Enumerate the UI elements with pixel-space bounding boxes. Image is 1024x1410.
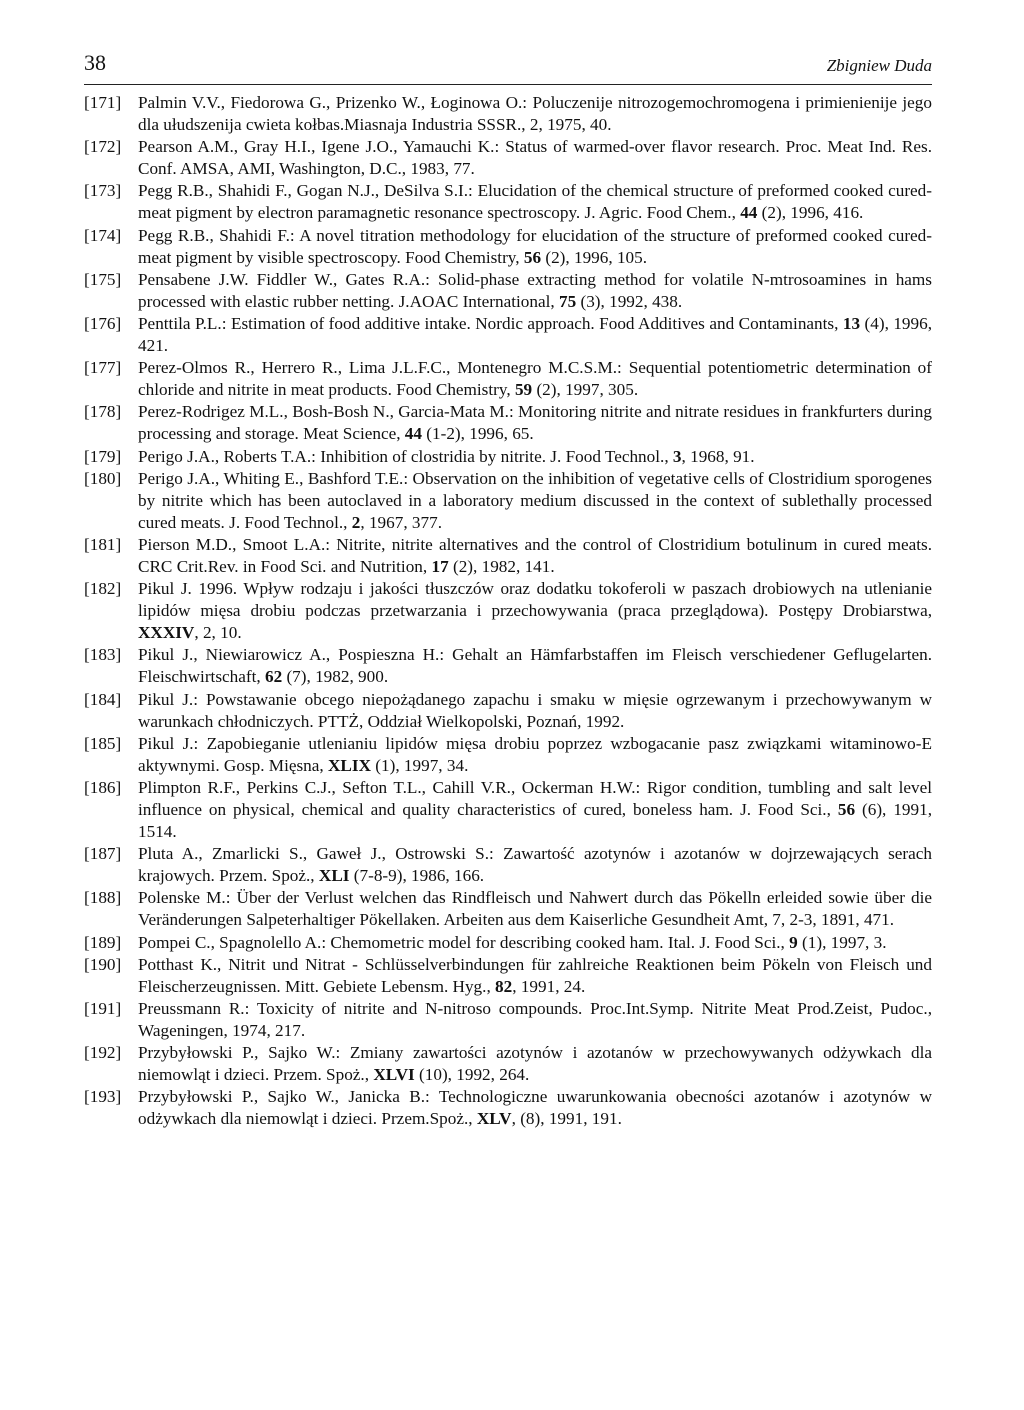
reference-entry: [84, 225, 932, 269]
citation-text: Preussmann R.: Toxicity of nitrite and N-nitroso compounds. Proc.Int.Symp. Nitrite Meat Prod.Zeist, Pudoc., Wageningen, 1974, 217.: [138, 998, 932, 1040]
reference-number: [172]: [84, 137, 122, 157]
reference-entry: [84, 446, 932, 468]
reference-number: [178]: [84, 402, 122, 422]
reference-text: [138, 689, 932, 733]
reference-entry: [84, 534, 932, 578]
citation-text: Perez-Olmos R., Herrero R., Lima J.L.F.C., Montenegro M.C.S.M.: Sequential potentiometric determination of chloride and nitrite in meat products. Food Chemistry,: [138, 358, 932, 400]
reference-entry: [84, 136, 932, 180]
reference-text: [138, 136, 932, 180]
volume-number: 59: [514, 380, 533, 400]
citation-text: Potthast K., Nitrit und Nitrat - Schlüsselverbindungen für zahlreiche Reaktionen beim Pökeln von Fleisch und Fleischerzeugnissen. Mitt. Gebiete Lebensm. Hyg.,: [138, 954, 932, 996]
reference-text: [138, 733, 932, 777]
reference-text: [138, 1086, 932, 1130]
citation-text: (2), 1996, 416.: [757, 203, 864, 223]
reference-text: [138, 843, 932, 887]
citation-text: (4), 1996, 421.: [138, 313, 933, 356]
citation-text: Perigo J.A., Whiting E., Bashford T.E.: Observation on the inhibition of vegetative cells of Clostridium sporogenes by nitrite which has been autoclaved in a laboratory medium discussed in the context of sublethally processed cured meats. J. Food Technol.,: [138, 468, 932, 532]
reference-entry: [84, 644, 932, 688]
reference-text: [138, 954, 932, 998]
volume-number: 56: [523, 247, 542, 267]
citation-text: (10), 1992, 264.: [414, 1065, 530, 1085]
reference-number: [187]: [84, 844, 122, 864]
reference-entry: [84, 843, 932, 887]
reference-number: [175]: [84, 269, 122, 289]
citation-text: , 1968, 91.: [681, 446, 755, 466]
citation-text: Pearson A.M., Gray H.I., Igene J.O., Yamauchi K.: Status of warmed-over flavor research. Proc. Meat Ind. Res. Conf. AMSA, AMI, Washington, D.C., 1983, 77.: [138, 137, 932, 179]
reference-text: [138, 269, 932, 313]
citation-text: (2), 1996, 105.: [541, 247, 648, 267]
citation-text: Pegg R.B., Shahidi F., Gogan N.J., DeSilva S.I.: Elucidation of the chemical structure of preformed cooked cured-meat pigment by electron paramagnetic resonance spectroscopy. J. Agric. Food Chem.,: [138, 181, 932, 223]
reference-entry: [84, 1042, 932, 1086]
reference-number: [189]: [84, 932, 122, 952]
reference-text: [138, 313, 932, 357]
volume-number: 44: [404, 424, 422, 444]
reference-number: [182]: [84, 579, 122, 599]
reference-number: [192]: [84, 1043, 122, 1063]
reference-number: [181]: [84, 534, 122, 554]
reference-entry: [84, 269, 932, 313]
reference-number: [183]: [84, 645, 122, 665]
citation-text: (1), 1997, 34.: [371, 755, 469, 775]
citation-text: Perez-Rodrigez M.L., Bosh-Bosh N., Garcia-Mata M.: Monitoring nitrite and nitrate residues in frankfurters during processing and storage. Meat Science,: [138, 402, 932, 444]
citation-text: (3), 1992, 438.: [576, 291, 683, 311]
running-head: Zbigniew Duda: [826, 56, 932, 75]
reference-number: [171]: [84, 93, 122, 112]
citation-text: (2), 1982, 141.: [448, 556, 555, 576]
reference-number: [179]: [84, 446, 122, 466]
reference-number: [186]: [84, 777, 122, 797]
citation-text: Pikul J., Niewiarowicz A., Pospieszna H.: Gehalt an Hämfarbstaffen im Fleisch verschiedener Geflugelarten. Fleischwirtschaft,: [138, 645, 932, 687]
reference-number: [173]: [84, 181, 122, 201]
citation-text: Pikul J. 1996. Wpływ rodzaju i jakości tłuszczów oraz dodatku tokoferoli w paszach drobiowych na utlenianie lipidów mięsa drobiu podczas przetwarzania i przechowywania (praca przeglądowa). Postępy Drobiarstwa,: [138, 579, 932, 621]
volume-number: 82: [495, 976, 513, 996]
reference-text: [138, 180, 932, 224]
volume-number: XLI: [318, 866, 350, 886]
citation-text: Przybyłowski P., Sajko W., Janicka B.: Technologiczne uwarunkowania obecności azotanów i azotynów w odżywkach dla niemowląt i dzieci. Przem.Spoż.,: [138, 1087, 932, 1129]
citation-text: Pegg R.B., Shahidi F.: A novel titration methodology for elucidation of the structure of preformed cooked cured-meat pigment by visible spectroscopy. Food Chemistry,: [138, 225, 932, 267]
reference-text: [138, 777, 932, 843]
reference-entry: [84, 92, 932, 136]
citation-text: , 1967, 377.: [360, 512, 442, 532]
citation-text: Pluta A., Zmarlicki S., Gaweł J., Ostrowski S.: Zawartość azotynów i azotanów w dojrzewających serach krajowych. Przem. Spoż.,: [138, 844, 932, 886]
citation-text: (1), 1997, 3.: [797, 932, 887, 952]
reference-entry: [84, 401, 932, 445]
reference-text: [138, 468, 932, 534]
citation-text: , 1991, 24.: [512, 976, 586, 996]
reference-text: [138, 534, 932, 578]
citation-text: Perigo J.A., Roberts T.A.: Inhibition of clostridia by nitrite. J. Food Technol.,: [138, 446, 673, 466]
citation-text: Pompei C., Spagnolello A.: Chemometric model for describing cooked ham. Ital. J. Food Sci.,: [138, 932, 790, 952]
reference-entry: [84, 777, 932, 843]
citation-text: Plimpton R.F., Perkins C.J., Sefton T.L., Cahill V.R., Ockerman H.W.: Rigor condition, tumbling and salt level influence on physical, chemical and quality characteristics of cured, boneless ham. J. Food Sci.,: [138, 777, 932, 819]
volume-number: XLVI: [373, 1065, 415, 1085]
reference-number: [176]: [84, 313, 122, 333]
reference-text: [138, 998, 932, 1042]
reference-entry: [84, 733, 932, 777]
reference-entry: [84, 998, 932, 1042]
volume-number: 62: [264, 667, 283, 687]
reference-text: [138, 578, 932, 644]
citation-text: Pierson M.D., Smoot L.A.: Nitrite, nitrite alternatives and the control of Clostridium botulinum in cured meats. CRC Crit.Rev. in Food Sci. and Nutrition,: [138, 534, 932, 576]
citation-text: , 2, 10.: [194, 623, 242, 643]
reference-text: [138, 92, 932, 136]
reference-entry: [84, 313, 932, 357]
reference-text: [138, 932, 932, 954]
reference-number: [184]: [84, 689, 122, 709]
citation-text: Palmin V.V., Fiedorowa G., Prizenko W., Łoginowa O.: Poluczenije nitrozogemochromogena i primienienije jego dla ułudszenija cwieta kołbas.Miasnaja Industria SSSR., 2, 1975, 40.: [138, 93, 932, 135]
citation-text: Penttila P.L.: Estimation of food additive intake. Nordic approach. Food Additives and Contaminants,: [138, 313, 843, 333]
citation-text: (1-2), 1996, 65.: [421, 424, 534, 444]
reference-list: [84, 92, 932, 1130]
reference-entry: [84, 954, 932, 998]
reference-text: [138, 401, 932, 445]
citation-text: (7), 1982, 900.: [282, 667, 389, 687]
reference-text: [138, 1042, 932, 1086]
citation-text: (6), 1991, 1514.: [138, 800, 932, 842]
reference-number: [188]: [84, 888, 122, 908]
volume-number: 17: [431, 556, 449, 576]
reference-text: [138, 644, 932, 688]
reference-entry: [84, 1086, 932, 1130]
reference-number: [180]: [84, 468, 122, 488]
reference-text: [138, 887, 932, 931]
volume-number: 2: [351, 512, 361, 532]
volume-number: 9: [789, 932, 798, 952]
page-number: 38: [84, 50, 106, 75]
reference-entry: [84, 357, 932, 401]
reference-text: [138, 446, 932, 468]
volume-number: XLV: [476, 1109, 512, 1129]
reference-entry: [84, 468, 932, 534]
reference-entry: [84, 689, 932, 733]
reference-number: [191]: [84, 998, 122, 1018]
volume-number: XLIX: [328, 755, 371, 775]
reference-number: [185]: [84, 733, 122, 753]
citation-text: , (8), 1991, 191.: [511, 1109, 622, 1129]
citation-text: Przybyłowski P., Sajko W.: Zmiany zawartości azotynów i azotanów w przechowywanych odżywkach dla niemowląt i dzieci. Przem. Spoż.,: [138, 1043, 932, 1085]
page-header: [84, 50, 932, 85]
citation-text: Pensabene J.W. Fiddler W., Gates R.A.: Solid-phase extracting method for volatile N-mtrosoamines in hams processed with elastic rubber netting. J.AOAC International,: [138, 269, 932, 311]
reference-number: [174]: [84, 225, 122, 245]
citation-text: (2), 1997, 305.: [532, 380, 639, 400]
citation-text: Pikul J.: Powstawanie obcego niepożądanego zapachu i smaku w mięsie ogrzewanym i przechowywanym w warunkach chłodniczych. PTTŻ, Oddział Wielkopolski, Poznań, 1992.: [138, 689, 932, 731]
reference-text: [138, 225, 932, 269]
reference-entry: [84, 932, 932, 954]
citation-text: (7-8-9), 1986, 166.: [349, 866, 485, 886]
reference-number: [177]: [84, 358, 122, 378]
volume-number: 75: [559, 291, 577, 311]
reference-number: [190]: [84, 954, 122, 974]
volume-number: 56: [837, 800, 856, 819]
reference-number: [193]: [84, 1087, 122, 1107]
citation-text: Polenske M.: Über der Verlust welchen das Rindfleisch und Nahwert durch das Pökelln erleided sowie über die Veränderungen Salpeterhaltiger Pökellaken. Arbeiten aus dem Kaiserliche Gesundheit Amt, 7, 2-3, 1891, 471.: [138, 888, 932, 930]
reference-entry: [84, 887, 932, 931]
reference-entry: [84, 578, 932, 644]
volume-number: 44: [740, 203, 758, 223]
volume-number: XXXIV: [138, 623, 195, 643]
volume-number: 13: [842, 313, 861, 333]
reference-entry: [84, 180, 932, 224]
citation-text: Pikul J.: Zapobieganie utlenianiu lipidów mięsa drobiu poprzez wzbogacanie pasz związkami witaminowo-E aktywnymi. Gosp. Mięsna,: [138, 733, 932, 775]
reference-text: [138, 357, 932, 401]
volume-number: 3: [672, 446, 682, 466]
